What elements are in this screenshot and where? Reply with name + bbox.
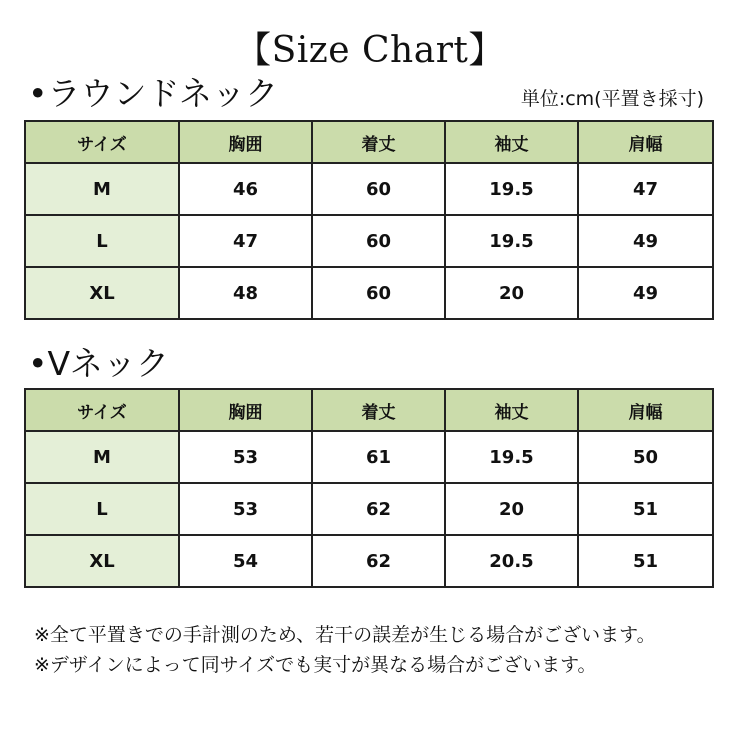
size-table-v-neck [24, 388, 714, 588]
table-cell: 20.5 [445, 535, 578, 587]
table-cell: 20 [445, 483, 578, 535]
section-heading-v-neck: •Vネック [28, 344, 170, 383]
table-cell: 49 [578, 267, 713, 319]
column-header: 肩幅 [578, 389, 713, 431]
column-header: 肩幅 [578, 121, 713, 163]
column-header: 胸囲 [179, 389, 312, 431]
column-header: 着丈 [312, 121, 445, 163]
table-cell: 49 [578, 215, 713, 267]
size-label: M [25, 431, 179, 483]
table-cell: 50 [578, 431, 713, 483]
table-cell: 61 [312, 431, 445, 483]
size-label: XL [25, 267, 179, 319]
size-table-round-neck [24, 120, 714, 320]
column-header: 袖丈 [445, 389, 578, 431]
table-row [25, 163, 713, 215]
size-label: L [25, 483, 179, 535]
table-cell: 62 [312, 483, 445, 535]
column-header: 着丈 [312, 389, 445, 431]
section-heading-round-neck: •ラウンドネック [28, 74, 279, 113]
size-label: M [25, 163, 179, 215]
table-cell: 60 [312, 215, 445, 267]
table-cell: 60 [312, 267, 445, 319]
table-row [25, 431, 713, 483]
unit-note: 単位:cm(平置き採寸) [520, 88, 704, 110]
table-row [25, 535, 713, 587]
table-cell: 53 [179, 431, 312, 483]
table-row [25, 215, 713, 267]
column-header: 袖丈 [445, 121, 578, 163]
table-cell: 19.5 [445, 163, 578, 215]
table-cell: 46 [179, 163, 312, 215]
table-cell: 51 [578, 535, 713, 587]
table-header-row [25, 121, 713, 163]
table-cell: 19.5 [445, 215, 578, 267]
table-cell: 48 [179, 267, 312, 319]
table-header-row [25, 389, 713, 431]
table-cell: 54 [179, 535, 312, 587]
column-header: サイズ [25, 121, 179, 163]
table-cell: 60 [312, 163, 445, 215]
table-cell: 47 [179, 215, 312, 267]
size-label: XL [25, 535, 179, 587]
table-cell: 47 [578, 163, 713, 215]
table-cell: 51 [578, 483, 713, 535]
table-row [25, 267, 713, 319]
table-row [25, 483, 713, 535]
page-title: 【Size Chart】 [235, 30, 505, 71]
column-header: サイズ [25, 389, 179, 431]
column-header: 胸囲 [179, 121, 312, 163]
table-cell: 19.5 [445, 431, 578, 483]
note-line: ※全て平置きでの手計測のため、若干の誤差が生じる場合がございます。 [34, 624, 656, 646]
table-cell: 20 [445, 267, 578, 319]
size-label: L [25, 215, 179, 267]
table-cell: 62 [312, 535, 445, 587]
note-line: ※デザインによって同サイズでも実寸が異なる場合がございます。 [34, 654, 597, 676]
table-cell: 53 [179, 483, 312, 535]
notes [34, 620, 656, 680]
